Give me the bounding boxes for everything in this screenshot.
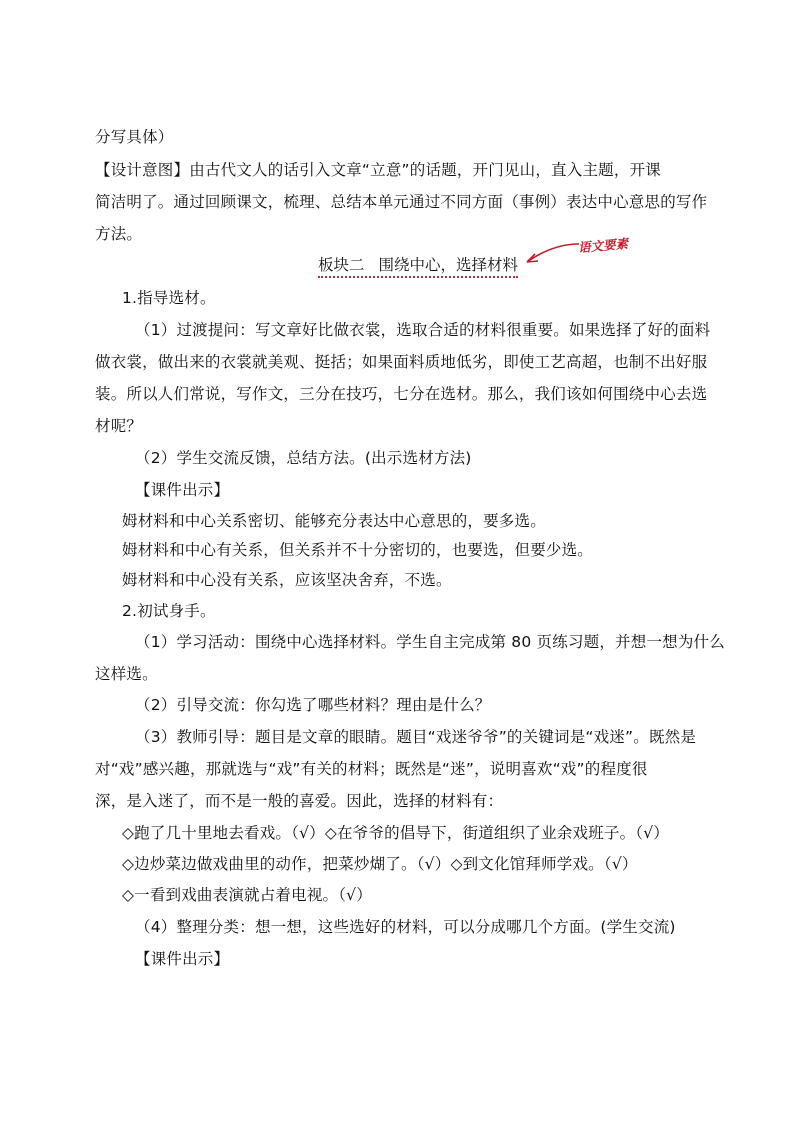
- material-option: ◇一看到戏曲表演就占着电视。（√）: [122, 886, 372, 904]
- list-item: 姆材料和中心有关系，但关系并不十分密切的，也要选，但要少选。: [122, 541, 594, 559]
- text-line: 对“戏”感兴趣，那就选与“戏”有关的材料；既然是“迷”，说明喜欢“戏”的程度很: [95, 760, 648, 778]
- list-item: 姆材料和中心关系密切、能够充分表达中心意思的，要多选。: [122, 512, 546, 530]
- text-line: 分写具体）: [95, 128, 174, 146]
- text-line: （3）教师引导：题目是文章的眼睛。题目“戏迷爷爷”的关键词是“戏迷”。既然是: [135, 728, 697, 746]
- text-line: 这样选。: [95, 665, 158, 683]
- section-title: 围绕中心，选择材料: [378, 256, 519, 274]
- material-option: ◇边炒菜边做戏曲里的动作，把菜炒煳了。（√）◇到文化馆拜师学戏。（√）: [122, 855, 638, 873]
- text-line: 方法。: [95, 225, 143, 243]
- design-intent-line: 【设计意图】由古代文人的话引入文章“立意”的话题，开门见山，直入主题，开课: [95, 161, 661, 179]
- section-heading: [318, 255, 518, 278]
- annotation-label: 语文要素: [577, 235, 629, 256]
- text-line: （4）整理分类：想一想，这些选好的材料，可以分成哪几个方面。(学生交流): [135, 918, 676, 936]
- text-line: 做衣裳，做出来的衣裳就美观、挺括；如果面料质地低劣，即使工艺高超，也制不出好服: [95, 353, 708, 371]
- courseware-heading: 【课件出示】: [135, 481, 230, 499]
- text-line: （1）过渡提问：写文章好比做衣裳，选取合适的材料很重要。如果选择了好的面料: [135, 321, 711, 339]
- step-heading: 2.初试身手。: [122, 602, 216, 620]
- step-heading: 1.指导选材。: [122, 289, 216, 307]
- text-line: 材呢？: [95, 417, 143, 435]
- courseware-heading: 【课件出示】: [135, 950, 230, 968]
- text-line: 装。所以人们常说，写作文，三分在技巧，七分在选材。那么，我们该如何围绕中心去选: [95, 385, 708, 403]
- material-option: ◇跑了几十里地去看戏。（√）◇在爷爷的倡导下，街道组织了业余戏班子。（√）: [122, 824, 669, 842]
- section-number: 板块二: [318, 256, 365, 274]
- text-line: （2）引导交流：你勾选了哪些材料？理由是什么？: [135, 696, 491, 714]
- text-line: 简洁明了。通过回顾课文，梳理、总结本单元通过不同方面（事例）表达中心意思的写作: [95, 193, 708, 211]
- list-item: 姆材料和中心没有关系，应该坚决舍弃，不选。: [122, 571, 452, 589]
- text-line: （1）学习活动：围绕中心选择材料。学生自主完成第 80 页练习题，并想一想为什么: [135, 633, 725, 651]
- text-line: 深，是入迷了，而不是一般的喜爱。因此，选择的材料有：: [95, 792, 504, 810]
- annotation-arrow-icon: [521, 238, 583, 272]
- text-line: （2）学生交流反馈，总结方法。(出示选材方法): [135, 449, 472, 467]
